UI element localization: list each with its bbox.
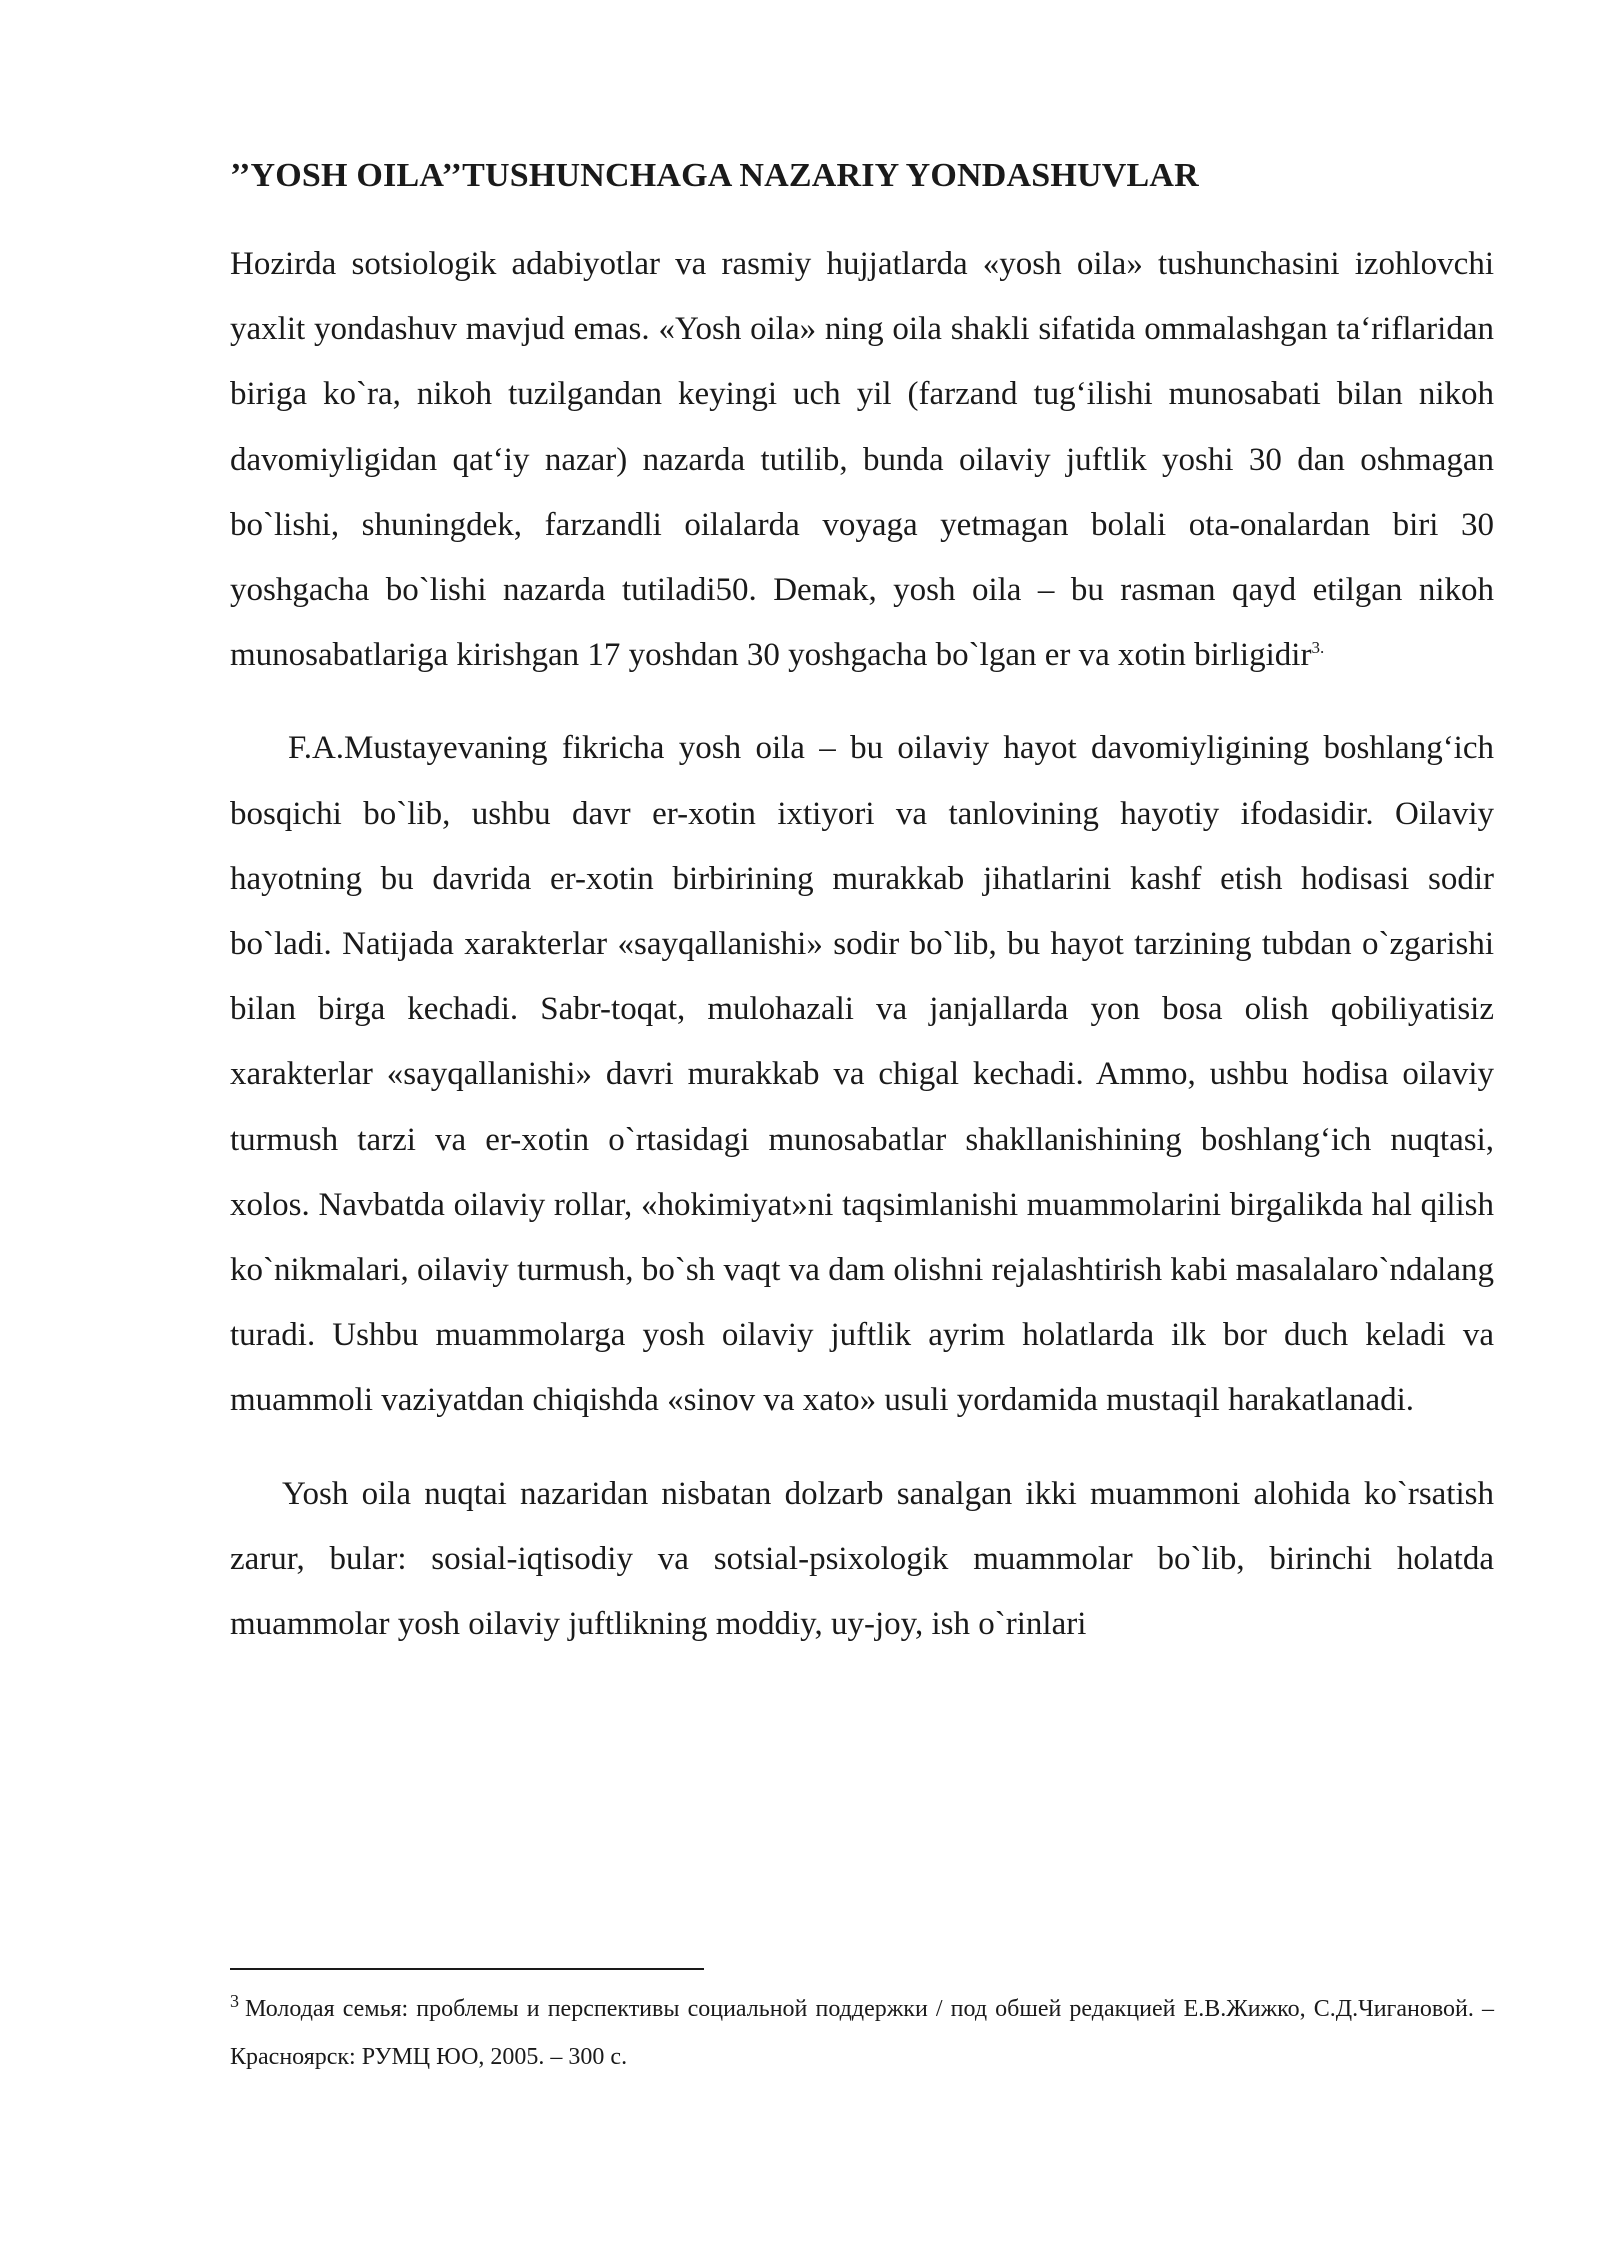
document-title: ’’YOSH OILA’’TUSHUNCHAGA NAZARIY YONDASHUVLAR: [230, 157, 1199, 194]
paragraph-2: F.A.Mustayevaning fikricha yosh oila – bu oilaviy hayot davomiyligining boshlang‘ich bosqichi bo`lib, ushbu davr er-xotin ixtiyori va tanlovining hayotiy ifodasidir. Oilaviy hayotning bu davrida er-xotin birbirining murakkab jihatlarini kashf etish hodisasi sodir bo`ladi. Natijada xarakterlar «sayqallanishi» sodir bo`lib, bu hayot tarzining tubdan o`zgarishi bilan birga kechadi. Sabr-toqat, mulohazali va janjallarda yon bosa olish qobiliyatisiz xarakterlar «sayqallanishi» davri murakkab va chigal kechadi. Ammo, ushbu hodisa oilaviy turmush tarzi va er-xotin o`rtasidagi munosabatlar shakllanishining boshlang‘ich nuqtasi, xolos. Navbatda oilaviy rollar, «hokimiyat»ni taqsimlanishi muammolarini birgalikda hal qilish ko`nikmalari, oilaviy turmush, bo`sh vaqt va dam olishni rejalashtirish kabi masalalaro`ndalang turadi. Ushbu muammolarga yosh oilaviy juftlik ayrim holatlarda ilk bor duch keladi va muammoli vaziyatdan chiqishda «sinov va xato» usuli yordamida mustaqil harakatlanadi.: [230, 730, 1494, 1419]
footnote: [230, 1985, 1494, 2081]
document-page: [230, 150, 1494, 1657]
paragraph-1: [230, 232, 1494, 688]
paragraph-3: Yosh oila nuqtai nazaridan nisbatan dolzarb sanalgan ikki muammoni alohida ko`rsatish zarur, bular: sosial-iqtisodiy va sotsial-psixologik muammolar bo`lib, birinchi holatda muammolar yosh oilaviy juftlikning moddiy, uy-joy, ish o`rinlari: [230, 1475, 1494, 1643]
paragraph-1-text: Hozirda sotsiologik adabiyotlar va rasmiy hujjatlarda «yosh oila» tushunchasini izohlovchi yaxlit yondashuv mavjud emas. «Yosh oila» ning oila shakli sifatida ommalashgan ta‘riflaridan biriga ko`ra, nikoh tuzilgandan keyingi uch yil (farzand tug‘ilishi munosabati bilan nikoh davomiyligidan qat‘iy nazar) nazarda tutilib, bunda oilaviy juftlik yoshi 30 dan oshmagan bo`lishi, shuningdek, farzandli oilalarda voyaga yetmagan bolali ota-onalardan biri 30 yoshgacha bo`lishi nazarda tutiladi50. Demak, yosh oila – bu rasman qayd etilgan nikoh munosabatlariga kirishgan 17 yoshdan 30 yoshgacha bo`lgan er va xotin birligidir: [230, 246, 1494, 674]
footnote-divider: [230, 1968, 704, 1970]
paragraph-spacer: [230, 1434, 1494, 1462]
footnote-text: Молодая семья: проблемы и перспективы социальной поддержки / под обшей редакцией Е.В.Жижко, С.Д.Чигановой. – Красноярск: РУМЦ ЮО, 2005. – 300 с.: [230, 1996, 1494, 2070]
footnote-number: 3: [230, 1991, 239, 2011]
footnote-reference[interactable]: 3.: [1311, 638, 1325, 658]
paragraph-spacer: [230, 688, 1494, 716]
